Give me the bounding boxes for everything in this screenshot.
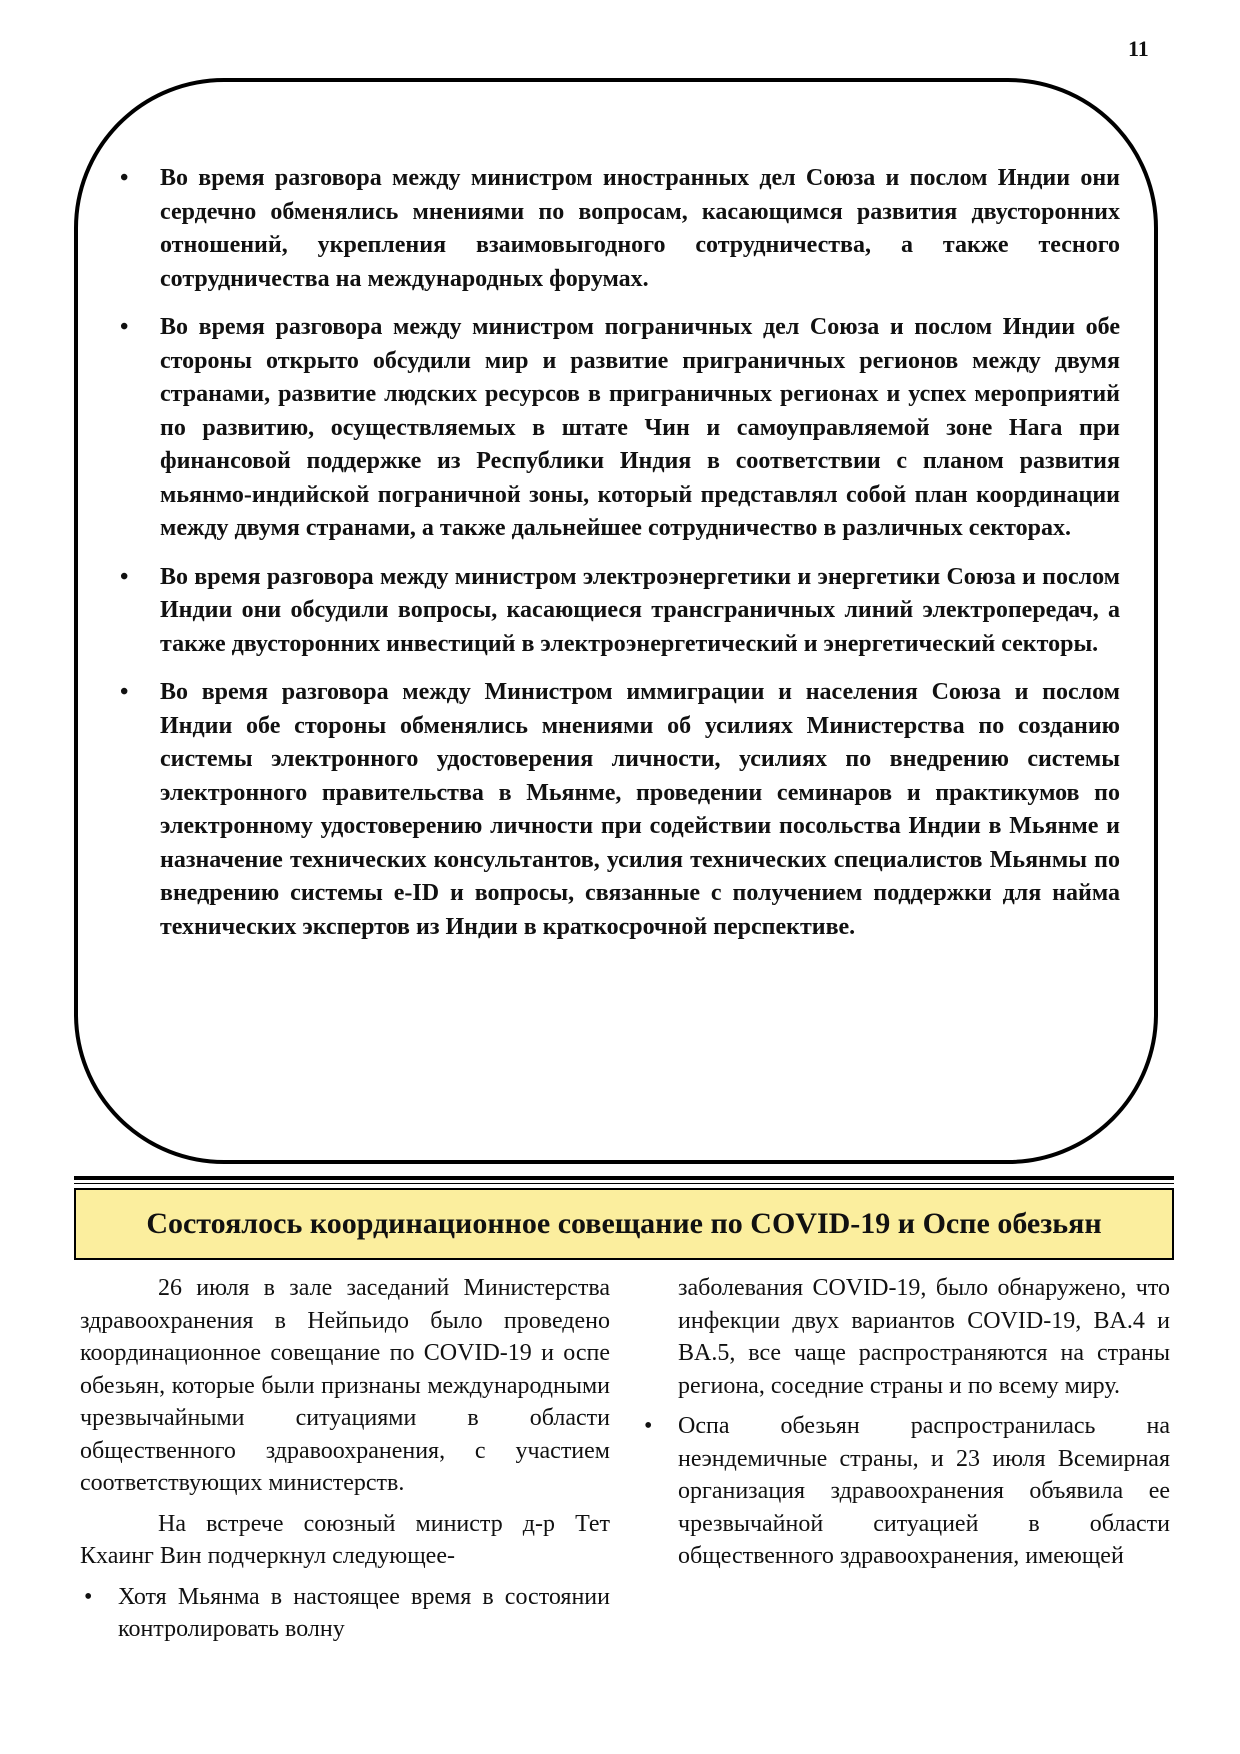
article-bullet-text: Хотя Мьянма в настоящее время в состоянии контролировать волну [118,1583,610,1642]
article-paragraph: 26 июля в зале заседаний Министерства здравоохранения в Нейпьидо было проведено координационное совещание по COVID-19 и оспе обезьян, которые были признаны международными чрезвычайными ситуациями в области общественного здравоохранения, с участием соответствующих министерств. [80,1275,610,1496]
headline-banner [74,1188,1174,1260]
box-bullet-text: Во время разговора между Министром иммиграции и населения Союза и послом Индии обе стороны обменялись мнениями об усилиях Министерства по созданию системы электронного удостоверения личности, усилиях по внедрению системы электронного правительства в Мьянме, проведении семинаров и практикумов по электронному удостоверению личности при содействии посольства Индии в Мьянме и назначение технических консультантов, усилия технических специалистов Мьянмы по внедрению системы e-ID и вопросы, связанные с получением поддержки для найма технических экспертов из Индии в краткосрочной перспективе. [160,679,1120,940]
article-headline: Состоялось координационное совещание по COVID-19 и Оспе обезьян [146,1207,1102,1240]
section-divider-thin [74,1183,1174,1184]
box-bullet-item [112,561,1120,662]
left-column [80,1272,610,1654]
bullet-icon: • [120,314,129,340]
bullet-icon: • [120,165,129,191]
bullet-icon: • [120,563,129,590]
article-bullet-item [640,1410,1170,1573]
article-paragraph: На встрече союзный министр д-р Тет Кхаинг Вин подчеркнул следующее- [80,1510,610,1569]
bullet-icon: • [84,1583,93,1610]
page-number: 11 [1128,36,1149,61]
article-bullet-list [80,1581,610,1646]
box-bullet-text: Во время разговора между министром пограничных дел Союза и послом Индии обе стороны открыто обсудили мир и развитие приграничных регионов между двумя странами, развитие людских ресурсов в приграничных регионах и успех мероприятий по развитию, осуществляемых в штате Чин и самоуправляемой зоне Нага при финансовой поддержке из Республики Индия в соответствии с планом развития мьянмо-индийской пограничной зоны, который представлял собой план координации между двумя странами, а также дальнейшее сотрудничество в различных секторах. [160,314,1120,541]
box-bullet-text: Во время разговора между министром иностранных дел Союза и послом Индии они сердечно обменялись мнениями по вопросам, касающимся развития двусторонних отношений, укрепления взаимовыгодного сотрудничества, а также тесного сотрудничества на международных форумах. [160,165,1120,292]
box-bullet-text: Во время разговора между министром электроэнергетики и энергетики Союза и послом Индии они обсудили вопросы, касающиеся трансграничных линий электропередач, а также двусторонних инвестиций в электроэнергетический и энергетический секторы. [160,563,1120,657]
bullet-icon: • [644,1413,653,1439]
box-bullet-item [112,162,1120,296]
right-column [640,1272,1170,1581]
article-bullet-list [640,1410,1170,1573]
bullet-icon: • [120,679,129,705]
article-bullet-continuation: заболевания COVID-19, было обнаружено, что инфекции двух вариантов COVID-19, BA.4 и BA.5, все чаще распространяются на страны региона, соседние страны и по всему миру. [678,1275,1170,1399]
section-divider-thick [74,1176,1174,1180]
article-bullet-item [80,1581,610,1646]
box-bullet-item [112,676,1120,944]
box-bullet-list [112,162,1120,959]
box-bullet-item [112,311,1120,546]
article-bullet-text: Оспа обезьян распространилась на неэндемичные страны, и 23 июля Всемирная организация здравоохранения объявила ее чрезвычайной ситуацией в области общественного здравоохранения, имеющей [678,1413,1170,1569]
